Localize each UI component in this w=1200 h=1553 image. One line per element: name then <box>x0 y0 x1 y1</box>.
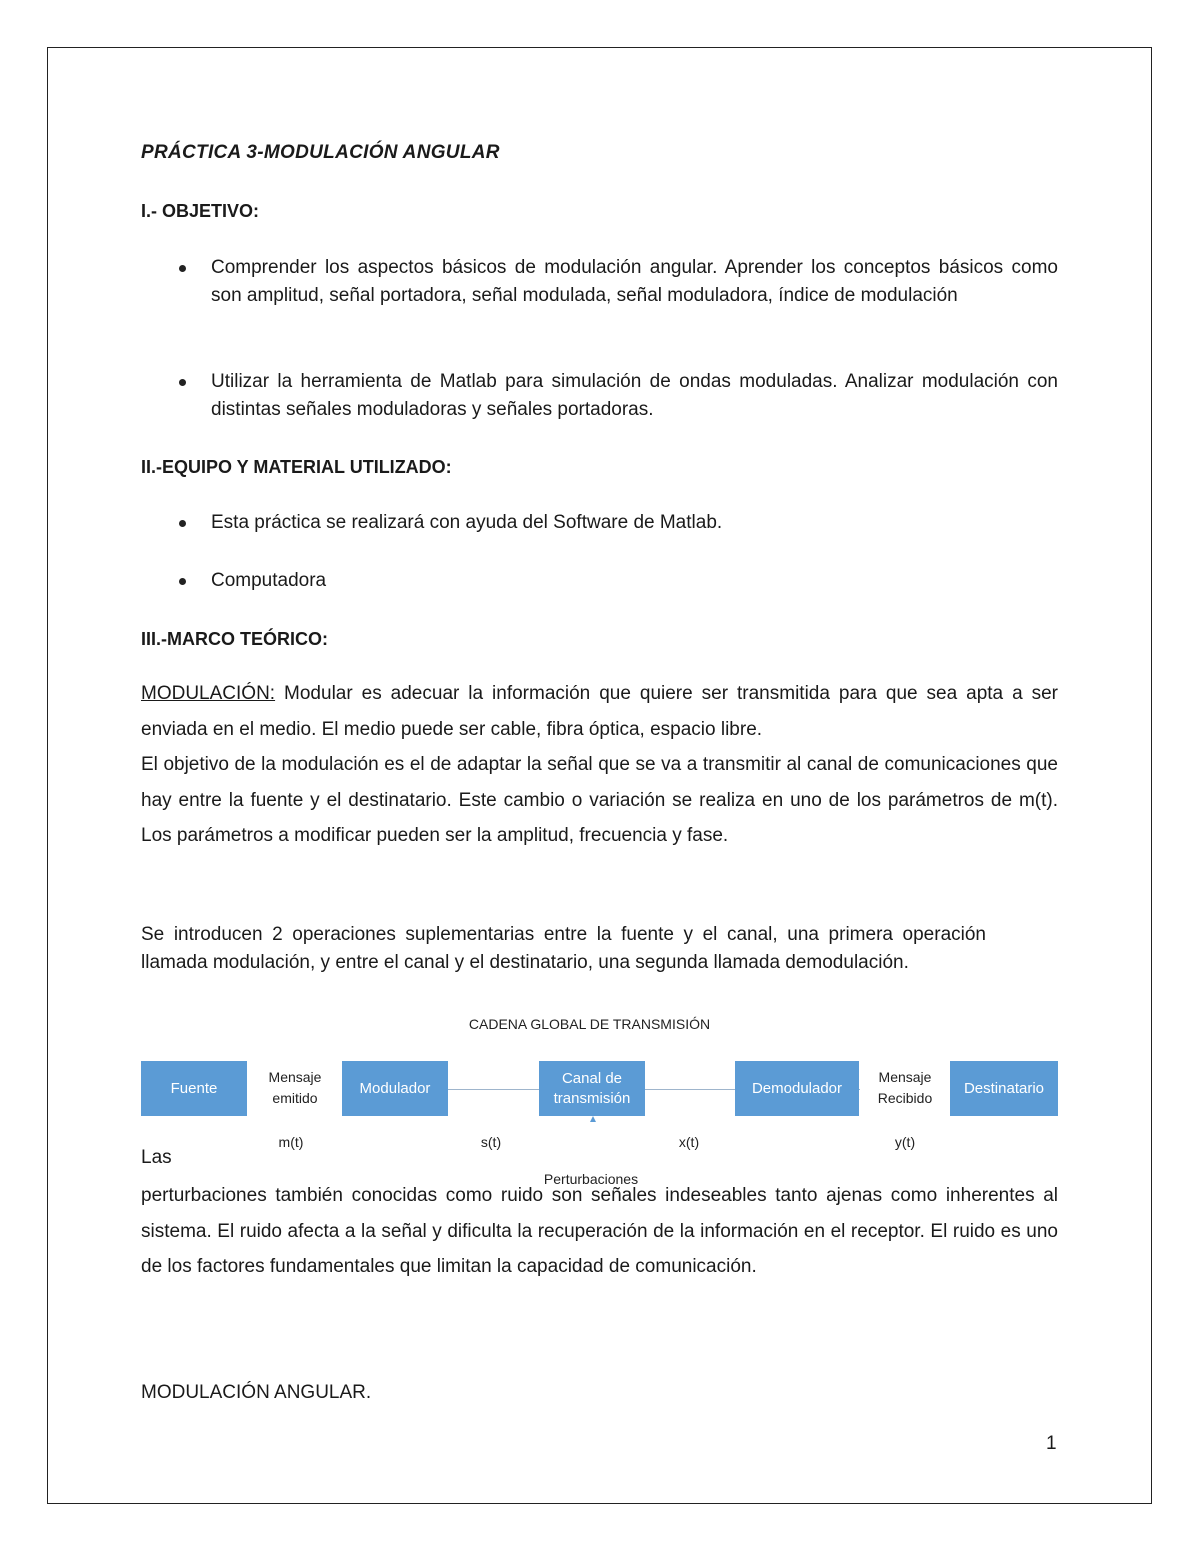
bullet-icon <box>179 265 186 272</box>
term-modulacion: MODULACIÓN: <box>141 683 276 704</box>
heading-equipo: II.-EQUIPO Y MATERIAL UTILIZADO: <box>141 457 452 477</box>
page-number: 1 <box>1046 1433 1057 1454</box>
list-item <box>211 254 1058 310</box>
paragraph-objetivo-modulacion: El objetivo de la modulación es el de adaptar la señal que se va a transmitir al canal de comunicaciones que hay entre la fuente y el destinatario. Este cambio o variación se realiza en uno de los parámetros de m(t). Los parámetros a modificar pueden ser la amplitud, frecuencia y fase. <box>141 754 1058 846</box>
label-line: emitido <box>272 1090 318 1106</box>
definition-modulacion: Modular es adecuar la información que quiere ser transmitida para que sea apta a ser enviada en el medio. El medio puede ser cable, fibra óptica, espacio libre. <box>141 683 1058 740</box>
list-item <box>211 368 1058 424</box>
label-line: Recibido <box>877 1090 933 1106</box>
heading-objetivo: I.- OBJETIVO: <box>141 201 260 221</box>
paragraph-operaciones: Se introducen 2 operaciones suplementarias entre la fuente y el canal, una primera operación llamada modulación, y entre el canal y el destinatario, una segunda llamada demodulación. <box>141 924 986 973</box>
paragraph-lead-las: Las <box>141 1147 172 1168</box>
paragraph-perturbaciones: perturbaciones también conocidas como ruido son señales indeseables tanto ajenas como inherentes al sistema. El ruido afecta a la señal y dificulta la recuperación de la información en el receptor. El ruido es uno de los factores fundamentales que limitan la capacidad de comunicación. <box>141 1185 1058 1277</box>
signal-label-mt: m(t) <box>278 1134 304 1150</box>
label-mensaje-emitido <box>248 1067 342 1109</box>
label-line: Mensaje <box>268 1069 322 1085</box>
paragraph-modulacion <box>141 676 1058 747</box>
heading-marco-teorico: III.-MARCO TEÓRICO: <box>141 629 328 649</box>
bullet-icon <box>179 520 186 527</box>
box-canal-transmision: Canal de transmisión <box>539 1061 645 1116</box>
bullet-icon <box>179 578 186 585</box>
list-item-text: Computadora <box>211 570 327 591</box>
bullet-icon <box>179 379 186 386</box>
signal-label-xt: x(t) <box>678 1134 700 1150</box>
list-item <box>211 567 1058 595</box>
box-demodulador: Demodulador <box>735 1061 859 1116</box>
label-mensaje-recibido <box>860 1067 950 1109</box>
box-modulador: Modulador <box>342 1061 448 1116</box>
box-fuente: Fuente <box>141 1061 247 1116</box>
list-item-text: Esta práctica se realizará con ayuda del Software de Matlab. <box>211 512 723 533</box>
signal-label-yt: y(t) <box>894 1134 916 1150</box>
diagram-title: CADENA GLOBAL DE TRANSMISIÓN <box>468 1016 711 1032</box>
list-item-text: Utilizar la herramienta de Matlab para simulación de ondas moduladas. Analizar modulación con distintas señales moduladoras y señales portadoras. <box>211 371 1058 420</box>
label-perturbaciones: Perturbaciones <box>543 1171 639 1187</box>
signal-label-st: s(t) <box>480 1134 502 1150</box>
list-item <box>211 509 1058 537</box>
heading-modulacion-angular: MODULACIÓN ANGULAR. <box>141 1382 372 1403</box>
transmission-diagram <box>141 1016 1058 1196</box>
box-destinatario: Destinatario <box>950 1061 1058 1116</box>
label-line: Mensaje <box>878 1069 932 1085</box>
document-title: PRÁCTICA 3-MODULACIÓN ANGULAR <box>141 142 500 163</box>
list-item-text: Comprender los aspectos básicos de modulación angular. Aprender los conceptos básicos como son amplitud, señal portadora, señal modulada, señal moduladora, índice de modulación <box>211 257 1058 306</box>
arrow-up-icon <box>590 1116 596 1122</box>
